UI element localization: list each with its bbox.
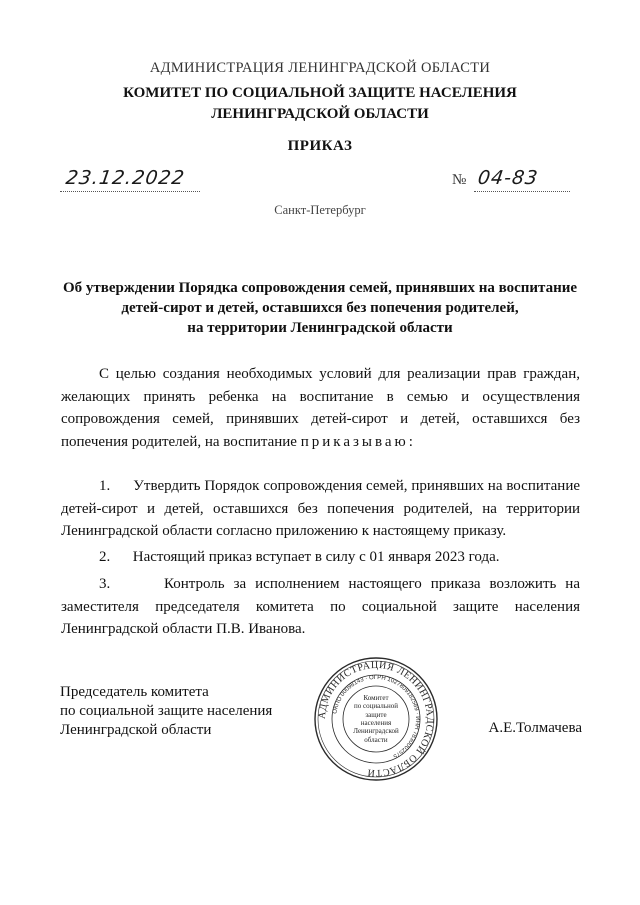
item-2-text: Настоящий приказ вступает в силу с 01 января 2023 года. bbox=[132, 549, 500, 565]
signer-position-line2: по социальной защите населения bbox=[60, 703, 273, 719]
item-3-text: Контроль за исполнением настоящего приказа возложить на заместителя председателя комитета по социальной защите населения Ленинградской области П.В. Иванова. bbox=[61, 576, 580, 637]
order-item-1 bbox=[61, 475, 580, 543]
signer-position-line3: Ленинградской области bbox=[60, 722, 212, 738]
order-word: приказываю: bbox=[300, 433, 416, 450]
item-1-text: Утвердить Порядок сопровождения семей, принявших на воспитание детей-сирот и детей, оставшихся без попечения родителей, на территории Ленинградской области согласно приложению к настоящему приказу. bbox=[61, 478, 580, 539]
item-3-number: 3. bbox=[99, 576, 111, 592]
title-line3: на территории Ленинградской области bbox=[187, 320, 453, 336]
seal-ring-text: АДМИНИСТРАЦИЯ ЛЕНИНГРАДСКОЙ ОБЛАСТИ bbox=[316, 659, 436, 779]
date-underline bbox=[60, 191, 200, 192]
preamble-paragraph bbox=[61, 363, 580, 453]
preamble-text: С целью создания необходимых условий для реализации прав граждан, желающих принять ребенка на воспитание в семью и осуществления сопровождения семей, принявших детей-сирот и детей, оставшихся без попечения родителей, на воспитание bbox=[61, 366, 580, 450]
document-type: ПРИКАЗ bbox=[287, 138, 353, 154]
item-2-number: 2. bbox=[99, 549, 111, 565]
seal-center-text bbox=[346, 689, 406, 749]
title-line1: Об утверждении Порядка сопровождения семей, принявших на воспитание bbox=[62, 280, 578, 296]
order-number-field bbox=[452, 166, 570, 192]
signer-name: А.Е.Толмачева bbox=[488, 720, 582, 736]
seal-center-line5: Ленинградской bbox=[353, 727, 399, 736]
committee-heading bbox=[0, 83, 640, 125]
seal-center-line4: населения bbox=[360, 719, 392, 727]
order-item-2 bbox=[61, 546, 580, 569]
seal-center-line3: защите bbox=[365, 710, 387, 719]
administration-heading: АДМИНИСТРАЦИЯ ЛЕНИНГРАДСКОЙ ОБЛАСТИ bbox=[149, 60, 491, 76]
seal-center-line1: Комитет bbox=[363, 693, 389, 702]
seal-center-line2: по социальной bbox=[354, 702, 398, 711]
number-underline bbox=[474, 191, 570, 192]
item-1-number: 1. bbox=[99, 478, 111, 494]
seal-center-line6: области bbox=[364, 735, 388, 744]
document-title bbox=[60, 278, 580, 338]
official-seal-stamp bbox=[312, 655, 440, 783]
signer-position-line1: Председатель комитета bbox=[60, 684, 209, 700]
order-date-field bbox=[60, 166, 200, 192]
signer-position bbox=[60, 683, 272, 740]
seal-inner-text: ОКПО 00098143 · ОГРН 1027809182589 · ИНН 7830002575 bbox=[332, 674, 421, 759]
order-number-handwritten: 04-83 bbox=[476, 167, 540, 189]
committee-heading-line2: ЛЕНИНГРАДСКОЙ ОБЛАСТИ bbox=[211, 106, 429, 122]
city-label: Санкт-Петербург bbox=[274, 203, 366, 217]
title-line2: детей-сирот и детей, оставшихся без попечения родителей, bbox=[121, 300, 519, 316]
order-item-3 bbox=[61, 573, 580, 641]
number-sign: № bbox=[452, 172, 467, 188]
committee-heading-line1: КОМИТЕТ ПО СОЦИАЛЬНОЙ ЗАЩИТЕ НАСЕЛЕНИЯ bbox=[123, 85, 517, 101]
order-date-handwritten: 23.12.2022 bbox=[64, 167, 187, 189]
